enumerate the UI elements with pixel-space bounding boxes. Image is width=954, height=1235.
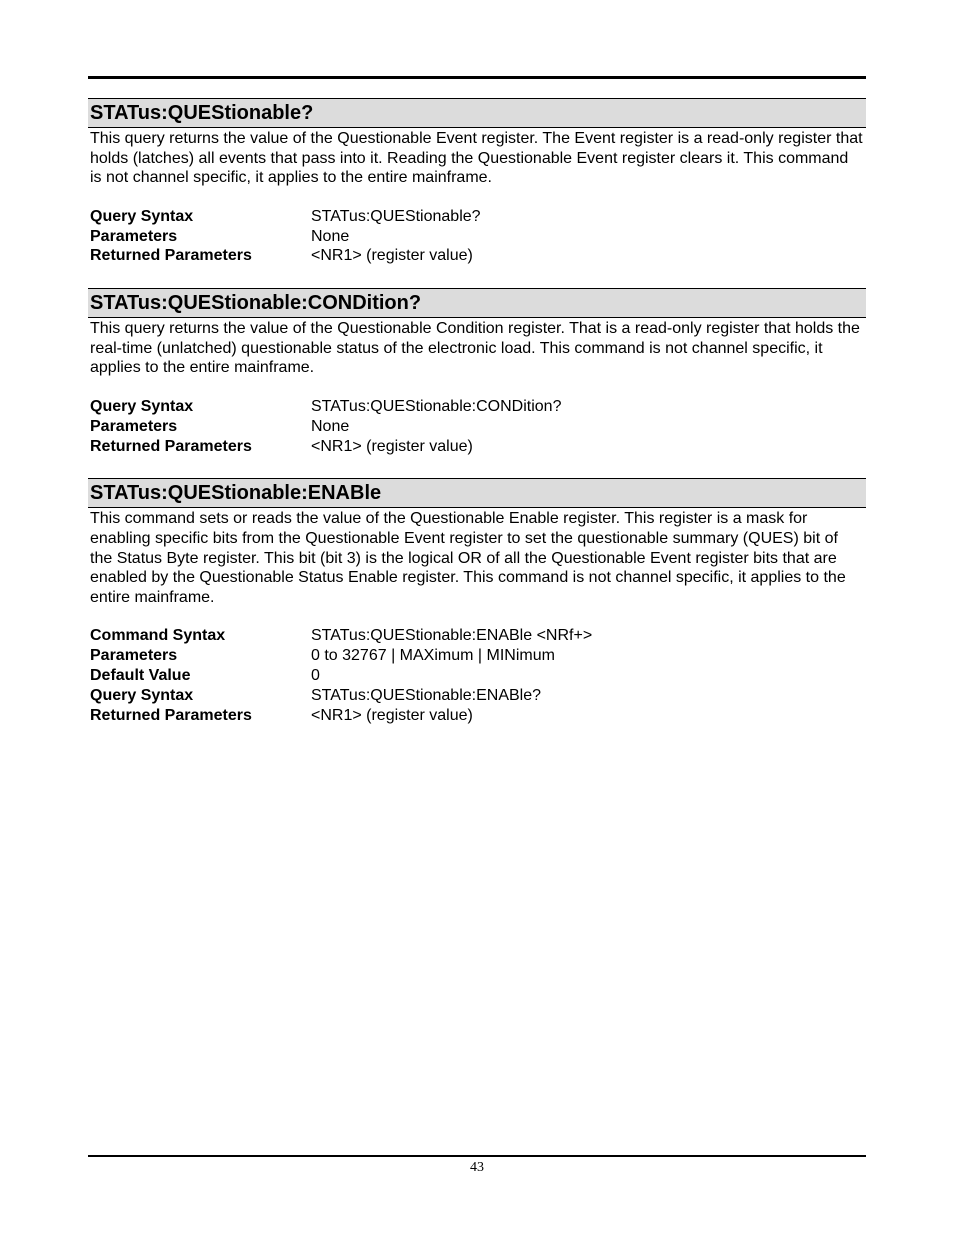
header-rule (88, 76, 866, 79)
spec-label: Parameters (90, 647, 178, 665)
spec-value: None (311, 227, 350, 245)
footer-rule (88, 1155, 866, 1157)
section-title: STATus:QUEStionable? (88, 98, 866, 128)
spec-row (90, 417, 864, 437)
spec-label: Parameters (90, 417, 178, 435)
spec-row (90, 246, 864, 266)
section-status-questionable (88, 98, 866, 266)
spec-row (90, 686, 864, 706)
spec-value: <NR1> (register value) (311, 706, 473, 724)
page-number: 43 (470, 1160, 484, 1175)
spec-label: Query Syntax (90, 397, 194, 415)
spec-value: STATus:QUEStionable? (311, 207, 481, 225)
spec-label: Query Syntax (90, 686, 194, 704)
spec-label: Command Syntax (90, 627, 226, 645)
spec-row (90, 706, 864, 726)
spec-row (90, 207, 864, 227)
spec-label: Query Syntax (90, 207, 194, 225)
section-description: This command sets or reads the value of the Questionable Enable register. This register is a mask for enabling specific bits from the Questionable Event register to set the questionable summary (QUES) bit of the Status Byte register. This bit (bit 3) is the logical OR of all the Questionable Event register bits that are enabled by the Questionable Status Enable register. This command is not channel specific, it applies to the entire mainframe. (90, 510, 846, 606)
section-status-questionable-enable (88, 478, 866, 725)
section-title: STATus:QUEStionable:ENABle (88, 478, 866, 508)
spec-value: 0 to 32767 | MAXimum | MINimum (311, 647, 555, 665)
section-description: This query returns the value of the Questionable Event register. The Event register is a read-only register that holds (latches) all events that pass into it. Reading the Questionable Event register clears it. This command is not channel specific, it applies to the entire mainframe. (90, 130, 863, 187)
spec-row (90, 227, 864, 247)
section-description: This query returns the value of the Questionable Condition register. That is a read-only register that holds the real-time (unlatched) questionable status of the electronic load. This command is not channel specific, it applies to the entire mainframe. (90, 320, 860, 377)
spec-label: Default Value (90, 666, 191, 684)
spec-value: <NR1> (register value) (311, 437, 473, 455)
spec-row (90, 437, 864, 457)
spec-value: 0 (311, 666, 320, 684)
spec-label: Parameters (90, 227, 178, 245)
spec-label: Returned Parameters (90, 706, 252, 724)
spec-value: STATus:QUEStionable:ENABle <NRf+> (311, 627, 593, 645)
spec-value: <NR1> (register value) (311, 247, 473, 265)
spec-table (88, 207, 866, 266)
section-status-questionable-condition (88, 288, 866, 456)
spec-table (88, 626, 866, 725)
spec-table (88, 397, 866, 456)
spec-row (90, 646, 864, 666)
section-title: STATus:QUEStionable:CONDition? (88, 288, 866, 318)
spec-row (90, 666, 864, 686)
spec-value: STATus:QUEStionable:CONDition? (311, 397, 562, 415)
document-body (88, 98, 866, 725)
spec-value: STATus:QUEStionable:ENABle? (311, 686, 542, 704)
spec-row (90, 397, 864, 417)
spec-row (90, 626, 864, 646)
spec-label: Returned Parameters (90, 437, 252, 455)
spec-label: Returned Parameters (90, 247, 252, 265)
spec-value: None (311, 417, 350, 435)
